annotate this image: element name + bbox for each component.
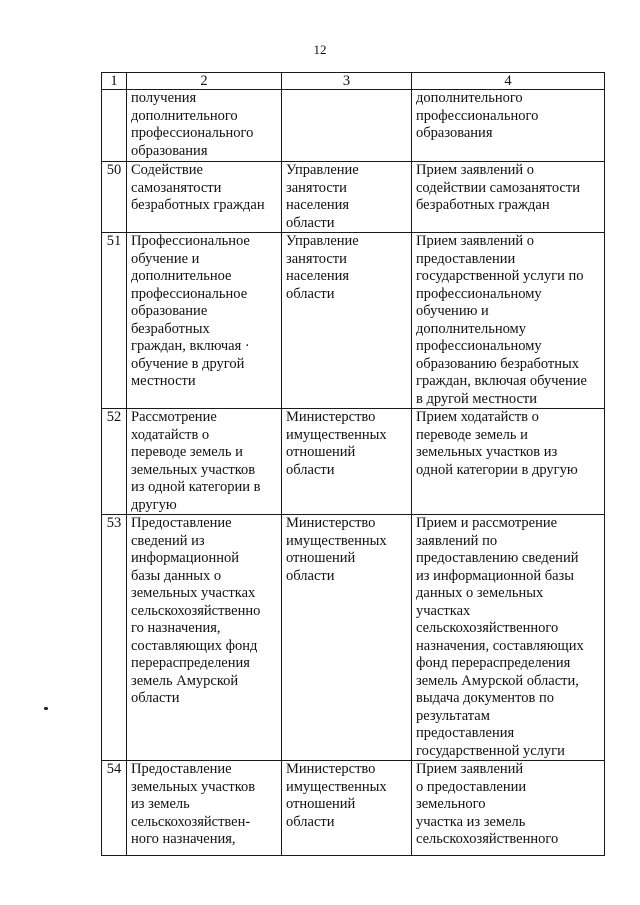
cell-text-line: данных о земельных [416,585,544,601]
cell-text-line: Предоставление [131,515,232,531]
cell-text-line: Управление [286,162,359,178]
cell-text-line: образованию безработных [416,355,580,372]
cell-text-line: области [286,567,335,584]
cell-text-line: предоставления [416,725,515,741]
cell-text-line: имущественных [286,426,387,443]
cell-text-line: отношений [286,550,356,566]
column-header-4: 4 [412,73,605,90]
cell-text-line: имущественных [286,532,387,549]
services-table [101,72,605,856]
cell-text-line: переводе земель и [131,444,243,460]
service-name-cell [127,761,282,856]
cell-text-line: земельных участков из [416,444,558,460]
cell-text-line: безработных граждан [416,197,550,213]
cell-text-line: граждан, включая обучение [416,373,587,389]
result-cell [412,409,605,515]
page-number: 12 [313,42,327,57]
cell-text-line: выдача документов по [416,690,554,706]
cell-text-line: обучению и [416,303,489,319]
cell-text-line: занятости [286,250,347,267]
cell-text-line: Прием заявлений о [416,162,535,178]
cell-text-line: базы данных о [131,567,222,584]
cell-text-line: области [286,813,335,830]
cell-text-line: профессиональному [416,338,542,354]
result-cell [412,90,605,162]
cell-text-line: в другой местности [416,390,538,407]
cell-text-line: граждан, включая · [131,338,250,354]
row-number: 50 [102,162,127,233]
authority-cell [282,761,412,856]
cell-text-line: Содействие [131,162,203,178]
table-row [102,233,605,409]
cell-text-line: отношений [286,444,356,460]
cell-text-line: дополнительному [416,320,526,337]
row-number: 52 [102,409,127,515]
row-number [102,90,127,162]
authority-cell [282,515,412,761]
cell-text-line: предоставлении [416,250,516,267]
cell-text-line: дополнительного [416,90,523,106]
row-number: 51 [102,233,127,409]
authority-cell [282,409,412,515]
cell-text-line: назначения, составляющих [416,637,584,654]
column-header-2: 2 [127,73,282,90]
cell-text-line: составляющих фонд [131,637,258,654]
row-number: 54 [102,761,127,856]
cell-text-line: обучение и [131,250,200,267]
cell-text-line: профессиональное [131,285,248,302]
cell-text-line: отношений [286,796,356,812]
cell-text-line: одной категории в другую [416,461,578,478]
cell-text-line: государственной услуги по [416,268,584,284]
cell-text-line: другую [131,496,177,513]
cell-text-line: сведений из [131,532,205,549]
cell-text-line: результатам [416,707,490,724]
column-header-1: 1 [102,73,127,90]
table-header-row [102,73,605,90]
cell-text-line: дополнительного [131,107,238,124]
authority-cell [282,90,412,162]
cell-text-line: о предоставлении [416,778,527,795]
table-row [102,409,605,515]
cell-text-line: Министерство [286,409,376,425]
cell-text-line: Управление [286,233,359,249]
cell-text-line: Министерство [286,761,376,777]
cell-text-line: сельскохозяйственного [416,831,559,847]
cell-text-line: ходатайств о [131,426,210,443]
cell-text-line: ного назначения, [131,831,236,847]
service-name-cell [127,162,282,233]
result-cell [412,515,605,761]
cell-text-line: населения [286,268,350,284]
cell-text-line: фонд перераспределения [416,655,571,671]
cell-text-line: земельных участков [131,778,256,795]
service-name-cell [127,233,282,409]
cell-text-line: из одной категории в [131,479,261,495]
cell-text-line: Прием и рассмотрение [416,515,558,531]
stray-mark [44,707,48,710]
cell-text-line: го назначения, [131,620,221,636]
table-row [102,761,605,856]
cell-text-line: образование [131,303,208,319]
table-row [102,162,605,233]
cell-text-line: из информационной базы [416,567,575,584]
cell-text-line: государственной услуги [416,742,565,759]
cell-text-line: Прием заявлений [416,761,524,777]
cell-text-line: земель Амурской области, [416,672,579,689]
cell-text-line: земель Амурской [131,672,239,689]
cell-text-line: предоставлению сведений [416,550,579,566]
authority-cell [282,162,412,233]
cell-text-line: имущественных [286,778,387,795]
cell-text-line: занятости [286,179,347,196]
cell-text-line: образования [131,142,208,159]
cell-text-line: земельных участках [131,585,256,601]
cell-text-line: Профессиональное [131,233,250,249]
cell-text-line: населения [286,197,350,213]
cell-text-line: области [286,285,335,302]
cell-text-line: сельскохозяйствен- [131,813,251,830]
authority-cell [282,233,412,409]
cell-text-line: заявлений по [416,532,498,549]
cell-text-line: Рассмотрение [131,409,217,425]
cell-text-line: профессионального [131,125,254,141]
service-name-cell [127,515,282,761]
cell-text-line: области [286,461,335,478]
cell-text-line: профессиональному [416,285,542,302]
service-name-cell [127,90,282,162]
cell-text-line: местности [131,373,196,389]
cell-text-line: информационной [131,550,240,566]
cell-text-line: из земель [131,796,190,812]
cell-text-line: сельскохозяйственного [416,620,559,636]
cell-text-line: перераспределения [131,655,250,671]
result-cell [412,162,605,233]
cell-text-line: самозанятости [131,179,222,196]
service-name-cell [127,409,282,515]
result-cell [412,233,605,409]
table-row [102,90,605,162]
cell-text-line: безработных [131,320,210,337]
table-row [102,515,605,761]
cell-text-line: Министерство [286,515,376,531]
cell-text-line: получения [131,90,197,106]
cell-text-line: Прием заявлений о [416,233,535,249]
cell-text-line: сельскохозяйственно [131,602,261,619]
cell-text-line: земельных участков [131,461,256,478]
column-header-3: 3 [282,73,412,90]
result-cell [412,761,605,856]
cell-text-line: Прием ходатайств о [416,409,539,425]
cell-text-line: переводе земель и [416,426,528,443]
cell-text-line: безработных граждан [131,197,265,213]
row-number: 53 [102,515,127,761]
cell-text-line: участка из земель [416,813,526,830]
cell-text-line: Предоставление [131,761,232,777]
cell-text-line: области [131,690,180,706]
cell-text-line: области [286,214,335,231]
cell-text-line: обучение в другой [131,355,245,372]
cell-text-line: участках [416,602,471,619]
cell-text-line: дополнительное [131,268,232,284]
cell-text-line: содействии самозанятости [416,179,580,196]
cell-text-line: земельного [416,796,486,812]
cell-text-line: образования [416,125,493,141]
cell-text-line: профессионального [416,107,539,124]
